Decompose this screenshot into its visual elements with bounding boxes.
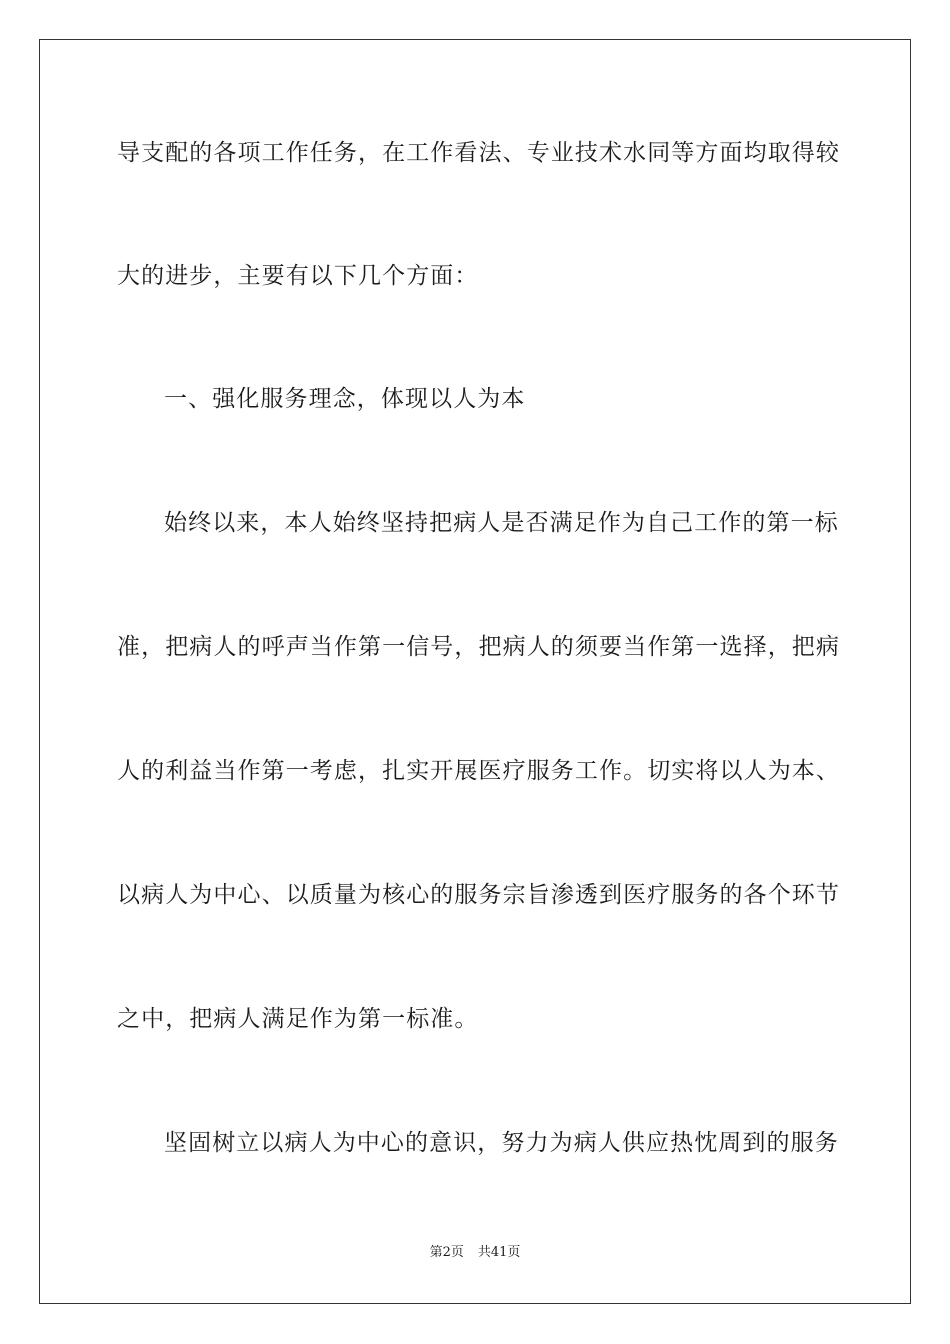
page-total: 共41页 bbox=[477, 1245, 521, 1260]
paragraph-line: 导支配的各项工作任务，在工作看法、专业技术水同等方面均取得较 bbox=[117, 140, 840, 166]
page-footer bbox=[0, 1244, 950, 1262]
paragraph-line: 以病人为中心、以质量为核心的服务宗旨渗透到医疗服务的各个环节 bbox=[117, 882, 840, 908]
paragraph-line: 大的进步，主要有以下几个方面： bbox=[117, 263, 479, 289]
section-heading: 一、强化服务理念，体现以人为本 bbox=[164, 386, 526, 412]
page-number: 第2页 bbox=[429, 1245, 464, 1260]
paragraph-line: 坚固树立以病人为中心的意识，努力为病人供应热忱周到的服务 bbox=[164, 1130, 839, 1156]
page-border bbox=[39, 39, 911, 1304]
paragraph-line: 准，把病人的呼声当作第一信号，把病人的须要当作第一选择，把病 bbox=[117, 634, 840, 660]
paragraph-line: 之中，把病人满足作为第一标准。 bbox=[117, 1006, 479, 1032]
paragraph-line: 人的利益当作第一考虑，扎实开展医疗服务工作。切实将以人为本、 bbox=[117, 758, 840, 784]
paragraph-line: 始终以来，本人始终坚持把病人是否满足作为自己工作的第一标 bbox=[164, 510, 839, 536]
